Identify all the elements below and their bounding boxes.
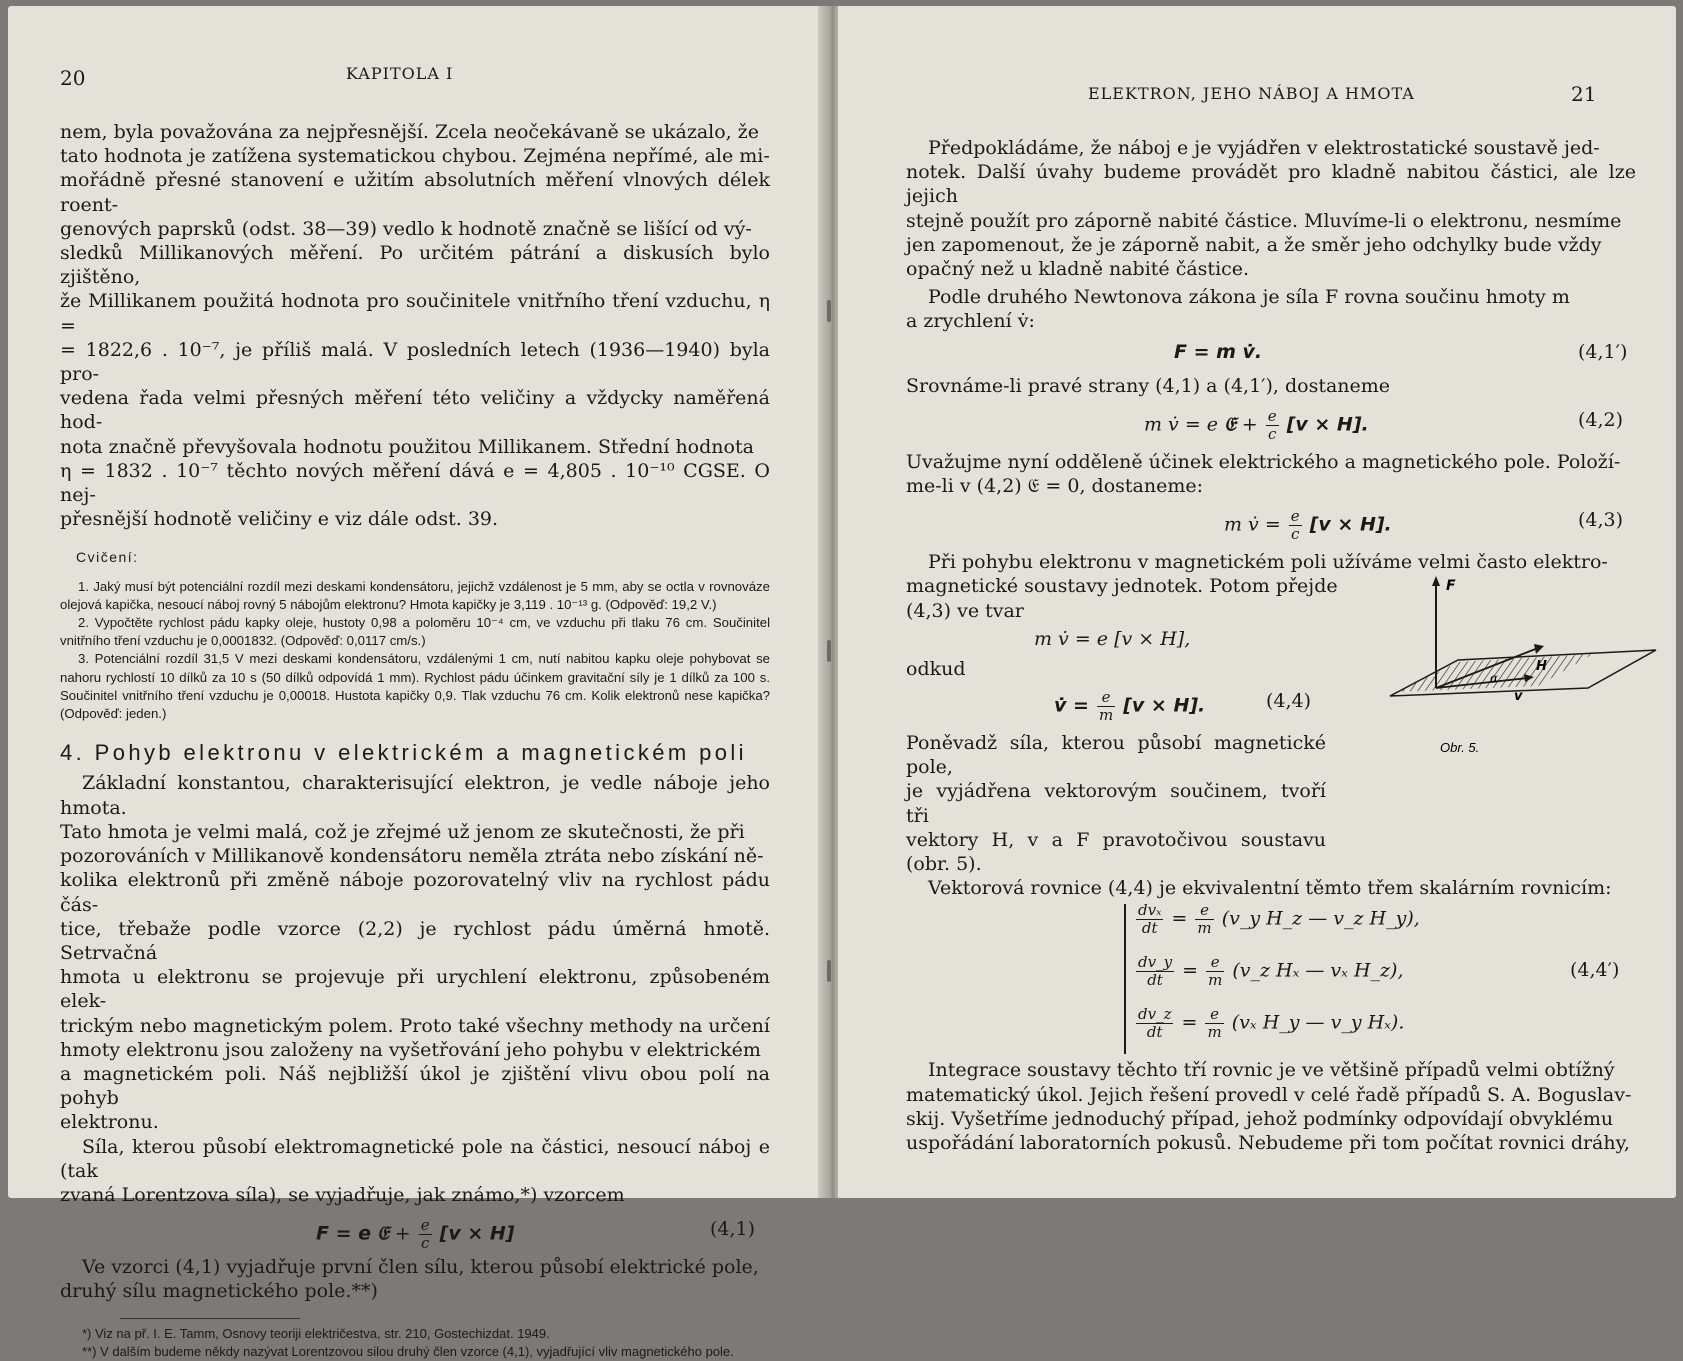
figure-label-alpha: α — [1490, 671, 1499, 685]
text-line: druhý sílu magnetického pole.**) — [60, 1280, 378, 1303]
eq-lhs: m v̇ = e — [1144, 413, 1219, 436]
section-paragraph — [60, 771, 770, 1207]
text-line: jen zapomenout, že je záporně nabit, a že směr jeho odchylky bude vždy — [906, 233, 1602, 256]
frac-numerator: e — [420, 1216, 430, 1235]
text-line: Integrace soustavy těchto tří rovnic je ve většině případů velmi obtížný — [928, 1059, 1615, 1082]
exercise-item: 3. Potenciální rozdíl 31,5 V mezi deskami kondensátoru, vzdálenými 1 cm, nutí nabitou kapku oleje pohybovat se nahoru rychlostí 10 dílků za 10 s (50 dílků odpovídá 1 mm). Rychlost pádu účinkem gravitační síly je 1 dílků za 100 s. Součinitel vnitřního tření vzduchu je 0,00018. Hustota kapičky 0,9. Tlak vzduchu 76 cm. Kolik elektronů nese kapička? (Odpověď: jeden.) — [60, 651, 770, 722]
text-line: mořádně přesné stanovení e užitím absolutních měření vlnových délek roent- — [60, 169, 770, 216]
eq-plus: + — [394, 1222, 411, 1245]
frac-denominator: c — [1268, 424, 1277, 443]
system-row: $\frac{\text{dvₓ}}{dt}$ = $\frac{e}{m}$ (v_y H_z — v_z H_y), — [1138, 901, 1420, 938]
eq-number: (4,4) — [1266, 690, 1312, 713]
system-rest: (vₓ H_y — v_y Hₓ). — [1231, 1011, 1405, 1034]
text-line: Vektorová rovnice (4,4) je ekvivalentní těmto třem skalárním rovnicím: — [928, 877, 1612, 900]
text-line: nem, byla považována za nejpřesnější. Zcela neočekávaně se ukázalo, že — [60, 121, 760, 143]
eq-lhs: F = e — [316, 1222, 372, 1245]
derivative-fraction — [1136, 954, 1174, 989]
text-line: vedena řada velmi přesných měření této veličiny a vždycky naměřená hod- — [60, 387, 770, 434]
eq-number: (4,1) — [710, 1218, 756, 1241]
footnote-rule — [120, 1318, 300, 1319]
text-line: magnetické soustavy jednotek. Potom přejde — [906, 575, 1338, 598]
text-line: kolika elektronů při změně náboje pozorovatelný vliv na rychlost pádu čás- — [60, 869, 770, 916]
text-line: tato hodnota je zatížena systematickou chybou. Zejména nepřímé, ale mi- — [60, 145, 770, 168]
frac-numerator: dv_z — [1138, 1005, 1172, 1024]
text-line: a magnetickém poli. Náš nejbližší úkol je zjištění vlivu obou polí na pohyb — [60, 1062, 770, 1110]
frac-denominator: c — [1291, 525, 1300, 544]
frac-numerator: dvₓ — [1138, 901, 1162, 920]
figure-caption: Obr. 5. — [1440, 740, 1480, 755]
text-line: tice, třebaže podle vzorce (2,2) je rychlost pádu úměrná hmotě. Setrvačná — [60, 917, 770, 964]
right-running-head: ELEKTRON, JEHO NÁBOJ A HMOTA — [1088, 84, 1415, 103]
text-line: trickým nebo magnetickým polem. Proto také všechny methody na určení — [60, 1014, 770, 1037]
system-rest: (v_y H_z — v_z H_y), — [1221, 907, 1420, 930]
eq-fraction — [1205, 1006, 1223, 1041]
right-page — [838, 6, 1676, 1198]
system-rest: (v_z Hₓ — vₓ H_z), — [1232, 959, 1404, 982]
text-line: Uvažujme nyní odděleně účinek elektrického a magnetického pole. Položí- — [906, 450, 1621, 473]
binding-stitch — [827, 960, 831, 982]
left-page — [8, 6, 830, 1359]
frac-denominator: dt — [1146, 1023, 1163, 1042]
figure-label-h: H — [1536, 659, 1547, 674]
eq-text: F = m v̇. — [1174, 340, 1263, 363]
left-page-number: 20 — [60, 66, 86, 90]
odkud-word: odkud — [906, 657, 966, 680]
text-line: Základní konstantou, charakterisující elektron, je vedle náboje jeho hmota. — [60, 772, 770, 819]
text-line: přesnější hodnotě veličiny e viz dále odst. 39. — [60, 508, 499, 531]
exercise-item: 2. Vypočtěte rychlost pádu kapky oleje, hustoty 0,98 a poloměru 10⁻⁴ cm, ve vzduchu při tlaku 76 cm. Součinitel vnitřního tření vzduchu je 0,0001832. (Odpověď: 0,0117 cm/s.) — [60, 615, 770, 649]
footnote-2: **) V dalším budeme někdy nazývat Lorentzovou silou druhý člen vzorce (4,1), vyjadřující vliv magnetického pole. — [82, 1343, 734, 1359]
text-line: me-li v (4,2) 𝔈 = 0, dostaneme: — [906, 475, 1203, 498]
equation-4-1 — [60, 1207, 770, 1255]
frac-denominator: m — [1207, 1023, 1222, 1042]
right-page-number: 21 — [1571, 82, 1597, 106]
eq-text: m v̇ = e [v × H], — [1034, 627, 1191, 650]
text-line: zvaná Lorentzova síla), se vyjadřuje, jak známo,*) vzorcem — [60, 1183, 625, 1206]
figure-5 — [1388, 576, 1658, 766]
text-line: Síla, kterou působí elektromagnetické pole na částici, nesoucí náboj e (tak — [60, 1135, 770, 1182]
eq-bracket: [v × H]. — [1286, 413, 1369, 436]
text-line: hmota u elektronu se projevuje při urychlení elektronu, způsobeném elek- — [60, 966, 770, 1013]
text-line: Poněvadž síla, kterou působí magnetické pole, — [906, 732, 1326, 779]
text-line: pozorováních v Millikanově kondensátoru neměla ztráta nebo získání ně- — [60, 845, 764, 868]
eq-fraction — [1195, 902, 1213, 937]
paragraph-1 — [906, 136, 1636, 281]
text-line: Srovnáme-li pravé strany (4,1) a (4,1′), dostaneme — [906, 374, 1391, 397]
equation-4-1-prime — [906, 334, 1636, 374]
frac-denominator: m — [1208, 971, 1223, 990]
frac-numerator: e — [1290, 507, 1300, 526]
left-text-column — [60, 120, 770, 1361]
text-line: sledků Millikanových měření. Po určitém pátrání a diskusích bylo zjištěno, — [60, 242, 770, 289]
frac-denominator: dt — [1147, 971, 1163, 990]
text-line: uspořádání laboratorních pokusů. Nebudeme při tom počítat rovnici dráhy, — [906, 1132, 1630, 1155]
footnotes — [60, 1325, 770, 1361]
eq-bracket: [v × H]. — [1123, 694, 1206, 717]
equation-4-2 — [906, 398, 1636, 450]
text-line: hmoty elektronu jsou založeny na vyšetřování jeho pohybu v elektrickém — [60, 1038, 761, 1061]
eq-number: (4,2) — [1578, 408, 1624, 431]
paragraph-4 — [906, 450, 1636, 498]
binding-stitch — [827, 300, 831, 322]
eq-number: (4,4′) — [1570, 959, 1620, 982]
eq-field-symbol: 𝔈 — [377, 1222, 389, 1245]
text-line: (4,3) ve tvar — [906, 599, 1024, 622]
derivative-fraction — [1136, 1006, 1173, 1041]
frac-numerator: dv_y — [1138, 953, 1173, 972]
system-row: $\frac{dv\_y}{dt}$ = $\frac{e}{m}$ (v_z Hₓ — vₓ H_z), — [1138, 953, 1404, 990]
figure-h-arrowhead — [1534, 644, 1544, 654]
text-line: Předpokládáme, že náboj e je vyjádřen v elektrostatické soustavě jed- — [928, 137, 1600, 159]
frac-numerator: e — [1267, 406, 1277, 425]
text-line: Ve vzorci (4,1) vyjadřuje první člen sílu, kterou působí elektrické pole, — [82, 1256, 759, 1279]
eq-fraction — [1097, 689, 1115, 724]
exercises-title: Cvičení: — [76, 549, 139, 566]
text-line: matematický úkol. Jejich řešení provedl v celé řadě případů S. A. Boguslav- — [906, 1083, 1632, 1106]
text-line: že Millikanem použitá hodnota pro součinitele vnitřního tření vzduchu, η = — [60, 290, 770, 337]
text-line: = 1822,6 . 10⁻⁷, je příliš malá. V posledních letech (1936—1940) byla pro- — [60, 338, 770, 386]
frac-numerator: e — [1206, 954, 1224, 972]
eq-number: (4,3) — [1578, 509, 1624, 532]
text-line: Tato hmota je velmi malá, což je zřejmé už jenom ze skutečnosti, že při — [60, 820, 745, 843]
text-line: stejně použít pro záporně nabité částice. Mluvíme-li o elektronu, nesmíme — [906, 209, 1622, 232]
intro-paragraph — [60, 120, 770, 531]
frac-numerator: e — [1195, 902, 1213, 920]
frac-numerator: e — [1097, 689, 1115, 707]
derivative-fraction — [1136, 902, 1163, 937]
eq-field-symbol: 𝔈 — [1224, 413, 1236, 436]
eq-fraction — [1266, 408, 1279, 443]
eq-lhs: m v̇ = — [1224, 513, 1281, 536]
paragraph-2 — [906, 285, 1636, 333]
text-line: η = 1832 . 10⁻⁷ těchto nových měření dává e = 4,805 . 10⁻¹⁰ CGSE. O nej- — [60, 459, 770, 507]
left-running-head: KAPITOLA I — [346, 64, 454, 83]
section-heading: 4. Pohyb elektronu v elektrickém a magnetickém poli — [60, 740, 747, 766]
text-line: notek. Další úvahy budeme provádět pro kladně nabitou částici, ale lze jejich — [906, 161, 1636, 208]
frac-numerator: e — [1205, 1006, 1223, 1024]
binding-stitch — [827, 640, 831, 662]
paragraph-8 — [906, 1058, 1636, 1155]
eq-fraction — [1206, 954, 1224, 989]
eq-fraction — [419, 1217, 432, 1252]
frac-denominator: dt — [1141, 919, 1158, 938]
figure-label-v: v — [1514, 689, 1523, 704]
equation-4-3 — [906, 498, 1636, 550]
eq-number: (4,1′) — [1578, 340, 1628, 363]
text-line: je vyjádřena vektorovým součinem, tvoří tři — [906, 780, 1326, 827]
exercise-item: 1. Jaký musí být potenciální rozdíl mezi deskami kondensátoru, jejichž vzdálenost je 5 mm, aby se octla v rovnováze olejová kapička, nesoucí náboj rovný 5 nábojům elektronu? Hmota kapičky je 3,119 . 10⁻¹³ g. (Odpověď: 19,2 V.) — [60, 578, 770, 612]
text-line: skij. Vyšetříme jednoduchý případ, jehož podmínky odpovídají obvyklému — [906, 1107, 1614, 1130]
exercises-list — [60, 578, 770, 724]
text-line: Při pohybu elektronu v magnetickém poli užíváme velmi často elektro- — [928, 551, 1608, 574]
after-eq-paragraph — [60, 1255, 770, 1303]
text-line: elektronu. — [60, 1111, 159, 1134]
system-brace — [1124, 904, 1126, 1054]
text-line: vektory H, v a F pravotočivou soustavu (obr. 5). — [906, 828, 1326, 876]
frac-denominator: m — [1197, 919, 1212, 938]
text-line: nota značně převyšovala hodnotu použitou Millikanem. Střední hodnota — [60, 435, 754, 458]
eq-bracket: [v × H]. — [1309, 513, 1392, 536]
text-line: Podle druhého Newtonova zákona je síla F rovna součinu hmoty m — [928, 286, 1570, 309]
text-line: opačný než u kladně nabité částice. — [906, 258, 1250, 281]
text-line: a zrychlení v̇: — [906, 310, 1035, 333]
eq-fraction — [1289, 508, 1302, 543]
eq-lhs: v̇ = — [1054, 694, 1089, 717]
frac-denominator: c — [420, 1234, 430, 1253]
text-line: genových paprsků (odst. 38—39) vedlo k hodnotě značně se lišící od vý- — [60, 217, 752, 240]
figure-f-arrowhead — [1432, 576, 1440, 586]
footnote-1: *) Viz na př. I. E. Tamm, Osnovy teoriji električestva, str. 210, Gostechizdat. 1949. — [82, 1325, 550, 1341]
eq-plus: + — [1241, 413, 1258, 436]
figure-label-f: F — [1446, 578, 1456, 594]
frac-denominator: m — [1098, 706, 1114, 725]
equation-system-4-4-prime — [906, 900, 1636, 1058]
paragraph-6 — [906, 731, 1326, 876]
eq-bracket: [v × H] — [439, 1222, 515, 1245]
system-row: $\frac{dv\_z}{dt}$ = $\frac{e}{m}$ (vₓ H_y — v_y Hₓ). — [1138, 1005, 1405, 1042]
